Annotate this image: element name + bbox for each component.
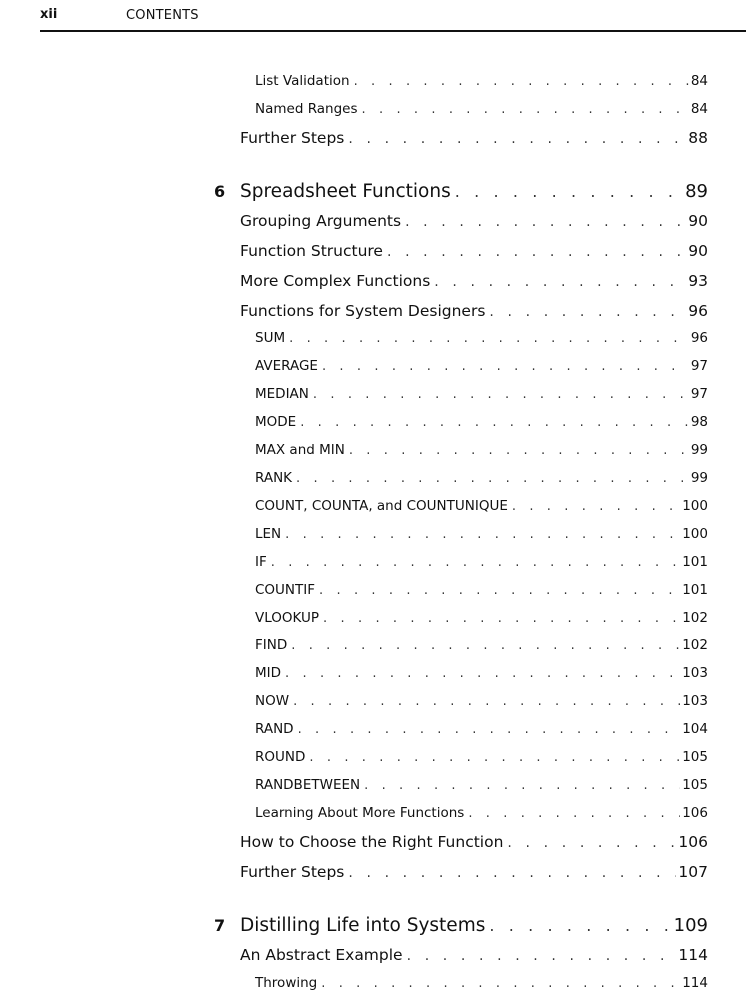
toc-entry-label	[255, 498, 508, 514]
dot-leader	[489, 916, 671, 935]
toc-entry-label	[255, 330, 285, 346]
toc-entry-label	[240, 863, 344, 881]
toc-subsection-entry[interactable]	[255, 73, 708, 89]
toc-entry-label	[240, 833, 503, 851]
toc-section-entry[interactable]	[240, 302, 708, 320]
toc-page-number: 102	[682, 610, 708, 626]
toc-entry-label	[255, 777, 360, 793]
toc-entry-label	[255, 386, 309, 402]
dot-leader	[489, 304, 686, 320]
toc-entry-label	[240, 946, 403, 964]
dot-leader	[364, 778, 680, 793]
dot-leader	[407, 948, 677, 964]
toc-chapter-entry[interactable]	[214, 181, 708, 202]
toc-entry-title: MAX and MIN	[255, 442, 345, 458]
toc-entry-title: Function Structure	[240, 242, 383, 260]
dot-leader	[291, 638, 680, 653]
toc-subsection-entry[interactable]	[255, 470, 708, 486]
page-number: xii	[40, 7, 58, 22]
toc-subsection-entry[interactable]	[255, 777, 708, 793]
toc-page-number: 84	[690, 101, 708, 117]
toc-entry-title: COUNTIF	[255, 582, 316, 598]
toc-entry-title: Further Steps	[240, 129, 345, 147]
toc-page-number: 96	[688, 302, 708, 320]
toc-entry-label	[255, 975, 317, 991]
toc-entry-title: Further Steps	[240, 863, 345, 881]
toc-subsection-entry[interactable]	[255, 693, 708, 709]
toc-entry-title: AVERAGE	[255, 358, 318, 374]
toc-entry-title: ROUND	[255, 749, 306, 765]
toc-entry-label	[255, 526, 281, 542]
dot-leader	[434, 274, 686, 290]
toc-page-number: 99	[690, 442, 708, 458]
toc-entry-title: MEDIAN	[255, 386, 309, 402]
toc-section-entry[interactable]	[240, 833, 708, 851]
toc-entry-label	[255, 73, 350, 89]
dot-leader	[300, 415, 689, 430]
toc-subsection-entry[interactable]	[255, 526, 708, 542]
dot-leader	[354, 74, 689, 89]
toc-entry-label	[255, 582, 315, 598]
toc-entry-title: How to Choose the Right Function	[240, 833, 504, 851]
toc-page-number: 100	[682, 498, 708, 514]
toc-entry-label	[240, 129, 344, 147]
toc-page-number: 101	[682, 582, 708, 598]
toc-page-number: 90	[688, 212, 708, 230]
toc-entry-label	[255, 610, 319, 626]
toc-entry-title: Grouping Arguments	[240, 212, 402, 230]
dot-leader	[271, 555, 680, 570]
toc-subsection-entry[interactable]	[255, 442, 708, 458]
dot-leader	[455, 182, 683, 201]
toc-subsection-entry[interactable]	[255, 358, 708, 374]
toc-entry-title: Named Ranges	[255, 101, 358, 117]
toc-entry-label	[255, 721, 294, 737]
toc-entry-label	[214, 915, 485, 936]
toc-page-number: 109	[673, 915, 708, 936]
toc-subsection-entry[interactable]	[255, 805, 708, 821]
toc-entry-title: Distilling Life into Systems	[240, 915, 486, 936]
toc-page-number: 103	[682, 693, 708, 709]
toc-section-entry[interactable]	[240, 272, 708, 290]
toc-entry-label	[255, 358, 318, 374]
toc-entry-title: MODE	[255, 414, 297, 430]
toc-entry-title: Spreadsheet Functions	[240, 181, 451, 202]
toc-subsection-entry[interactable]	[255, 582, 708, 598]
toc-subsection-entry[interactable]	[255, 975, 708, 991]
toc-entry-label	[255, 637, 287, 653]
toc-entry-title: List Validation	[255, 73, 350, 89]
toc-entry-label	[255, 693, 289, 709]
toc-subsection-entry[interactable]	[255, 414, 708, 430]
toc-entry-title: IF	[255, 554, 267, 570]
toc-page-number: 114	[678, 946, 708, 964]
dot-leader	[322, 359, 689, 374]
toc-entry-title: An Abstract Example	[240, 946, 403, 964]
chapter-number: 7	[214, 916, 226, 935]
toc-page-number: 96	[690, 330, 708, 346]
chapter-number: 6	[214, 182, 226, 201]
toc-page-number: 97	[690, 358, 708, 374]
dot-leader	[323, 611, 680, 626]
toc-entry-title: MID	[255, 665, 282, 681]
dot-leader	[289, 331, 689, 346]
toc-page-number: 93	[688, 272, 708, 290]
dot-leader	[298, 722, 681, 737]
toc-entry-title: SUM	[255, 330, 286, 346]
toc-entry-label	[255, 414, 296, 430]
toc-section-entry[interactable]	[240, 129, 708, 147]
toc-subsection-entry[interactable]	[255, 330, 708, 346]
toc-chapter-entry[interactable]	[214, 915, 708, 936]
page-header	[40, 0, 746, 32]
toc-subsection-entry[interactable]	[255, 101, 708, 117]
toc-page-number: 99	[690, 470, 708, 486]
dot-leader	[405, 214, 686, 230]
dot-leader	[309, 750, 680, 765]
toc-entry-title: NOW	[255, 693, 290, 709]
toc-page-number: 97	[690, 386, 708, 402]
toc-page-number: 84	[690, 73, 708, 89]
toc-page-number: 114	[682, 975, 708, 991]
toc-subsection-entry[interactable]	[255, 721, 708, 737]
toc-page-number: 103	[682, 665, 708, 681]
toc-entry-label	[255, 665, 281, 681]
dot-leader	[285, 666, 680, 681]
dot-leader	[349, 443, 689, 458]
toc-section-entry[interactable]	[240, 242, 708, 260]
toc-entry-title: Functions for System Designers	[240, 302, 486, 320]
toc-subsection-entry[interactable]	[255, 749, 708, 765]
toc-subsection-entry[interactable]	[255, 637, 708, 653]
toc-entry-title: COUNT, COUNTA, and COUNTUNIQUE	[255, 498, 508, 514]
toc-entry-label	[255, 442, 345, 458]
toc-page-number: 88	[688, 129, 708, 147]
toc-subsection-entry[interactable]	[255, 498, 708, 514]
toc-subsection-entry[interactable]	[255, 554, 708, 570]
toc-entry-label	[255, 554, 267, 570]
dot-leader	[512, 499, 680, 514]
toc-subsection-entry[interactable]	[255, 610, 708, 626]
toc-entry-title: Throwing	[255, 975, 318, 991]
dot-leader	[296, 471, 689, 486]
dot-leader	[293, 694, 680, 709]
toc-page-number: 104	[682, 721, 708, 737]
toc-page-number: 102	[682, 637, 708, 653]
toc-page-number: 90	[688, 242, 708, 260]
toc-entry-label	[255, 749, 305, 765]
toc-entry-label	[255, 805, 464, 821]
dot-leader	[387, 244, 686, 260]
toc-page-number: 101	[682, 554, 708, 570]
toc-entry-title: VLOOKUP	[255, 610, 320, 626]
dot-leader	[348, 865, 676, 881]
dot-leader	[319, 583, 680, 598]
dot-leader	[362, 102, 689, 117]
dot-leader	[468, 806, 680, 821]
toc-entry-label	[255, 470, 292, 486]
dot-leader	[507, 835, 676, 851]
dot-leader	[313, 387, 689, 402]
toc-page-number: 106	[678, 833, 708, 851]
toc-entry-label	[240, 302, 485, 320]
toc-entry-title: LEN	[255, 526, 282, 542]
toc-entry-title: RANK	[255, 470, 293, 486]
toc-section-entry[interactable]	[240, 946, 708, 964]
toc-entry-label	[240, 242, 383, 260]
toc-entry-label	[240, 272, 430, 290]
running-head: CONTENTS	[126, 8, 199, 23]
toc-page-number: 98	[690, 414, 708, 430]
toc-entry-title: More Complex Functions	[240, 272, 431, 290]
toc-entry-title: FIND	[255, 637, 288, 653]
toc-subsection-entry[interactable]	[255, 386, 708, 402]
toc-page-number: 100	[682, 526, 708, 542]
toc-page-number: 107	[678, 863, 708, 881]
toc-entry-label	[255, 101, 358, 117]
toc-entry-label	[240, 212, 401, 230]
toc-page-number: 105	[682, 749, 708, 765]
toc-section-entry[interactable]	[240, 212, 708, 230]
toc-entry-title: RANDBETWEEN	[255, 777, 361, 793]
dot-leader	[321, 976, 680, 991]
toc-page-number: 89	[685, 181, 708, 202]
dot-leader	[348, 131, 686, 147]
toc-entry-label	[214, 181, 451, 202]
toc-entry-title: Learning About More Functions	[255, 805, 465, 821]
dot-leader	[285, 527, 680, 542]
toc-page-number: 106	[682, 805, 708, 821]
toc-entry-title: RAND	[255, 721, 294, 737]
toc-subsection-entry[interactable]	[255, 665, 708, 681]
toc-page-number: 105	[682, 777, 708, 793]
toc-section-entry[interactable]	[240, 863, 708, 881]
